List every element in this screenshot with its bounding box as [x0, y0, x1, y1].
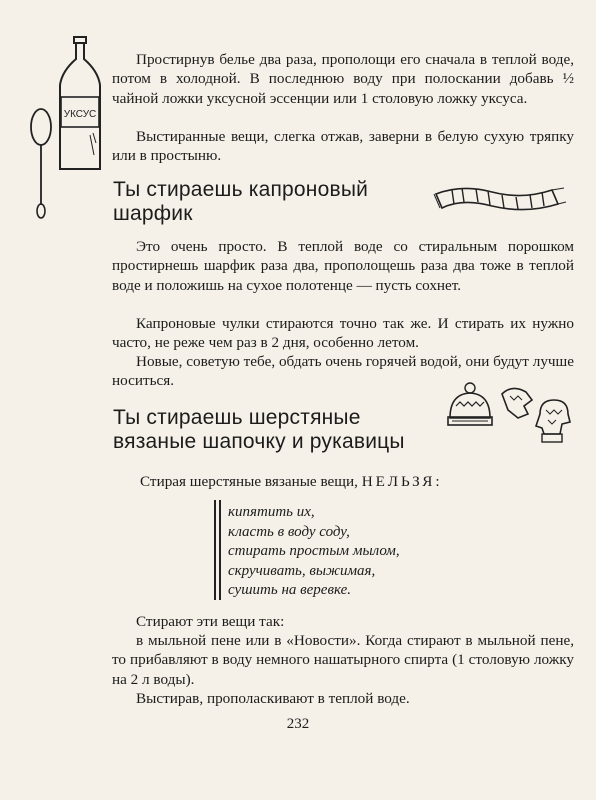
section2-title — [113, 406, 405, 454]
forbidden-list — [228, 503, 488, 601]
page-number: 232 — [286, 716, 310, 732]
section2-lead — [140, 472, 580, 491]
section2-paragraph-1: Стирают эти вещи так: — [136, 613, 285, 630]
scarf-icon — [432, 180, 572, 216]
mittens-icon — [496, 384, 580, 446]
section1-paragraph-2: Капроновые чулки стираются точно так же. И стирать их нужно часто, не реже чем раз в 2 дня, особенно летом. — [112, 315, 574, 352]
section1-title — [113, 178, 368, 226]
forbidden-item: скручивать, выжимая, — [228, 562, 376, 579]
section1-title-line2: шарфик — [113, 202, 193, 225]
forbidden-item: сушить на веревке. — [228, 582, 352, 598]
section1-title-line1: Ты стираешь капроновый — [113, 178, 369, 201]
intro-paragraph-2: Выстиранные вещи, слегка отжав, заверни в белую сухую тряпку или в простыню. — [112, 128, 574, 165]
section2-lead-emphasis: НЕЛЬЗЯ: — [361, 473, 443, 490]
section2-lead-text: Стирая шерстяные вязаные вещи, — [140, 473, 358, 490]
list-bar-left — [214, 500, 216, 600]
forbidden-item: класть в воду соду, — [228, 523, 350, 540]
section2-paragraph-3: Выстирав, прополаскивают в теплой воде. — [136, 690, 410, 707]
bottle-label: УКСУС — [63, 109, 97, 120]
section2-title-line2: вязаные шапочку и рукавицы — [113, 430, 405, 453]
section1-paragraph-3: Новые, советую тебе, обдать очень горячей водой, они будут лучше носиться. — [112, 353, 574, 390]
forbidden-item: стирать простым мылом, — [228, 543, 400, 559]
section2-paragraph-2: в мыльной пене или в «Новости». Когда стирают в мыльной пене, то прибавляют в воду немного нашатырного спирта (1 столовую ложку на 2 л воды). — [112, 632, 574, 688]
vinegar-bottle-icon — [50, 35, 110, 175]
section2-title-line1: Ты стираешь шерстяные — [113, 406, 361, 429]
forbidden-item: кипятить их, — [228, 504, 315, 520]
list-bar-right — [219, 500, 221, 600]
intro-paragraph-1: Простирнув белье два раза, прополощи его сначала в теплой воде, потом в холодной. В последнюю воду при полоскании добавь ½ чайной ложки уксусной эссенции или 1 столовую ложку уксуса. — [112, 51, 574, 107]
spoon-icon — [27, 105, 55, 225]
section1-paragraph-1: Это очень просто. В теплой воде со стиральным порошком простирнешь шарфик раза два, прополощешь раза два тоже в теплой воде и положишь на сухое полотенце — пусть сохнет. — [112, 238, 574, 294]
knitted-hat-icon — [444, 382, 496, 428]
